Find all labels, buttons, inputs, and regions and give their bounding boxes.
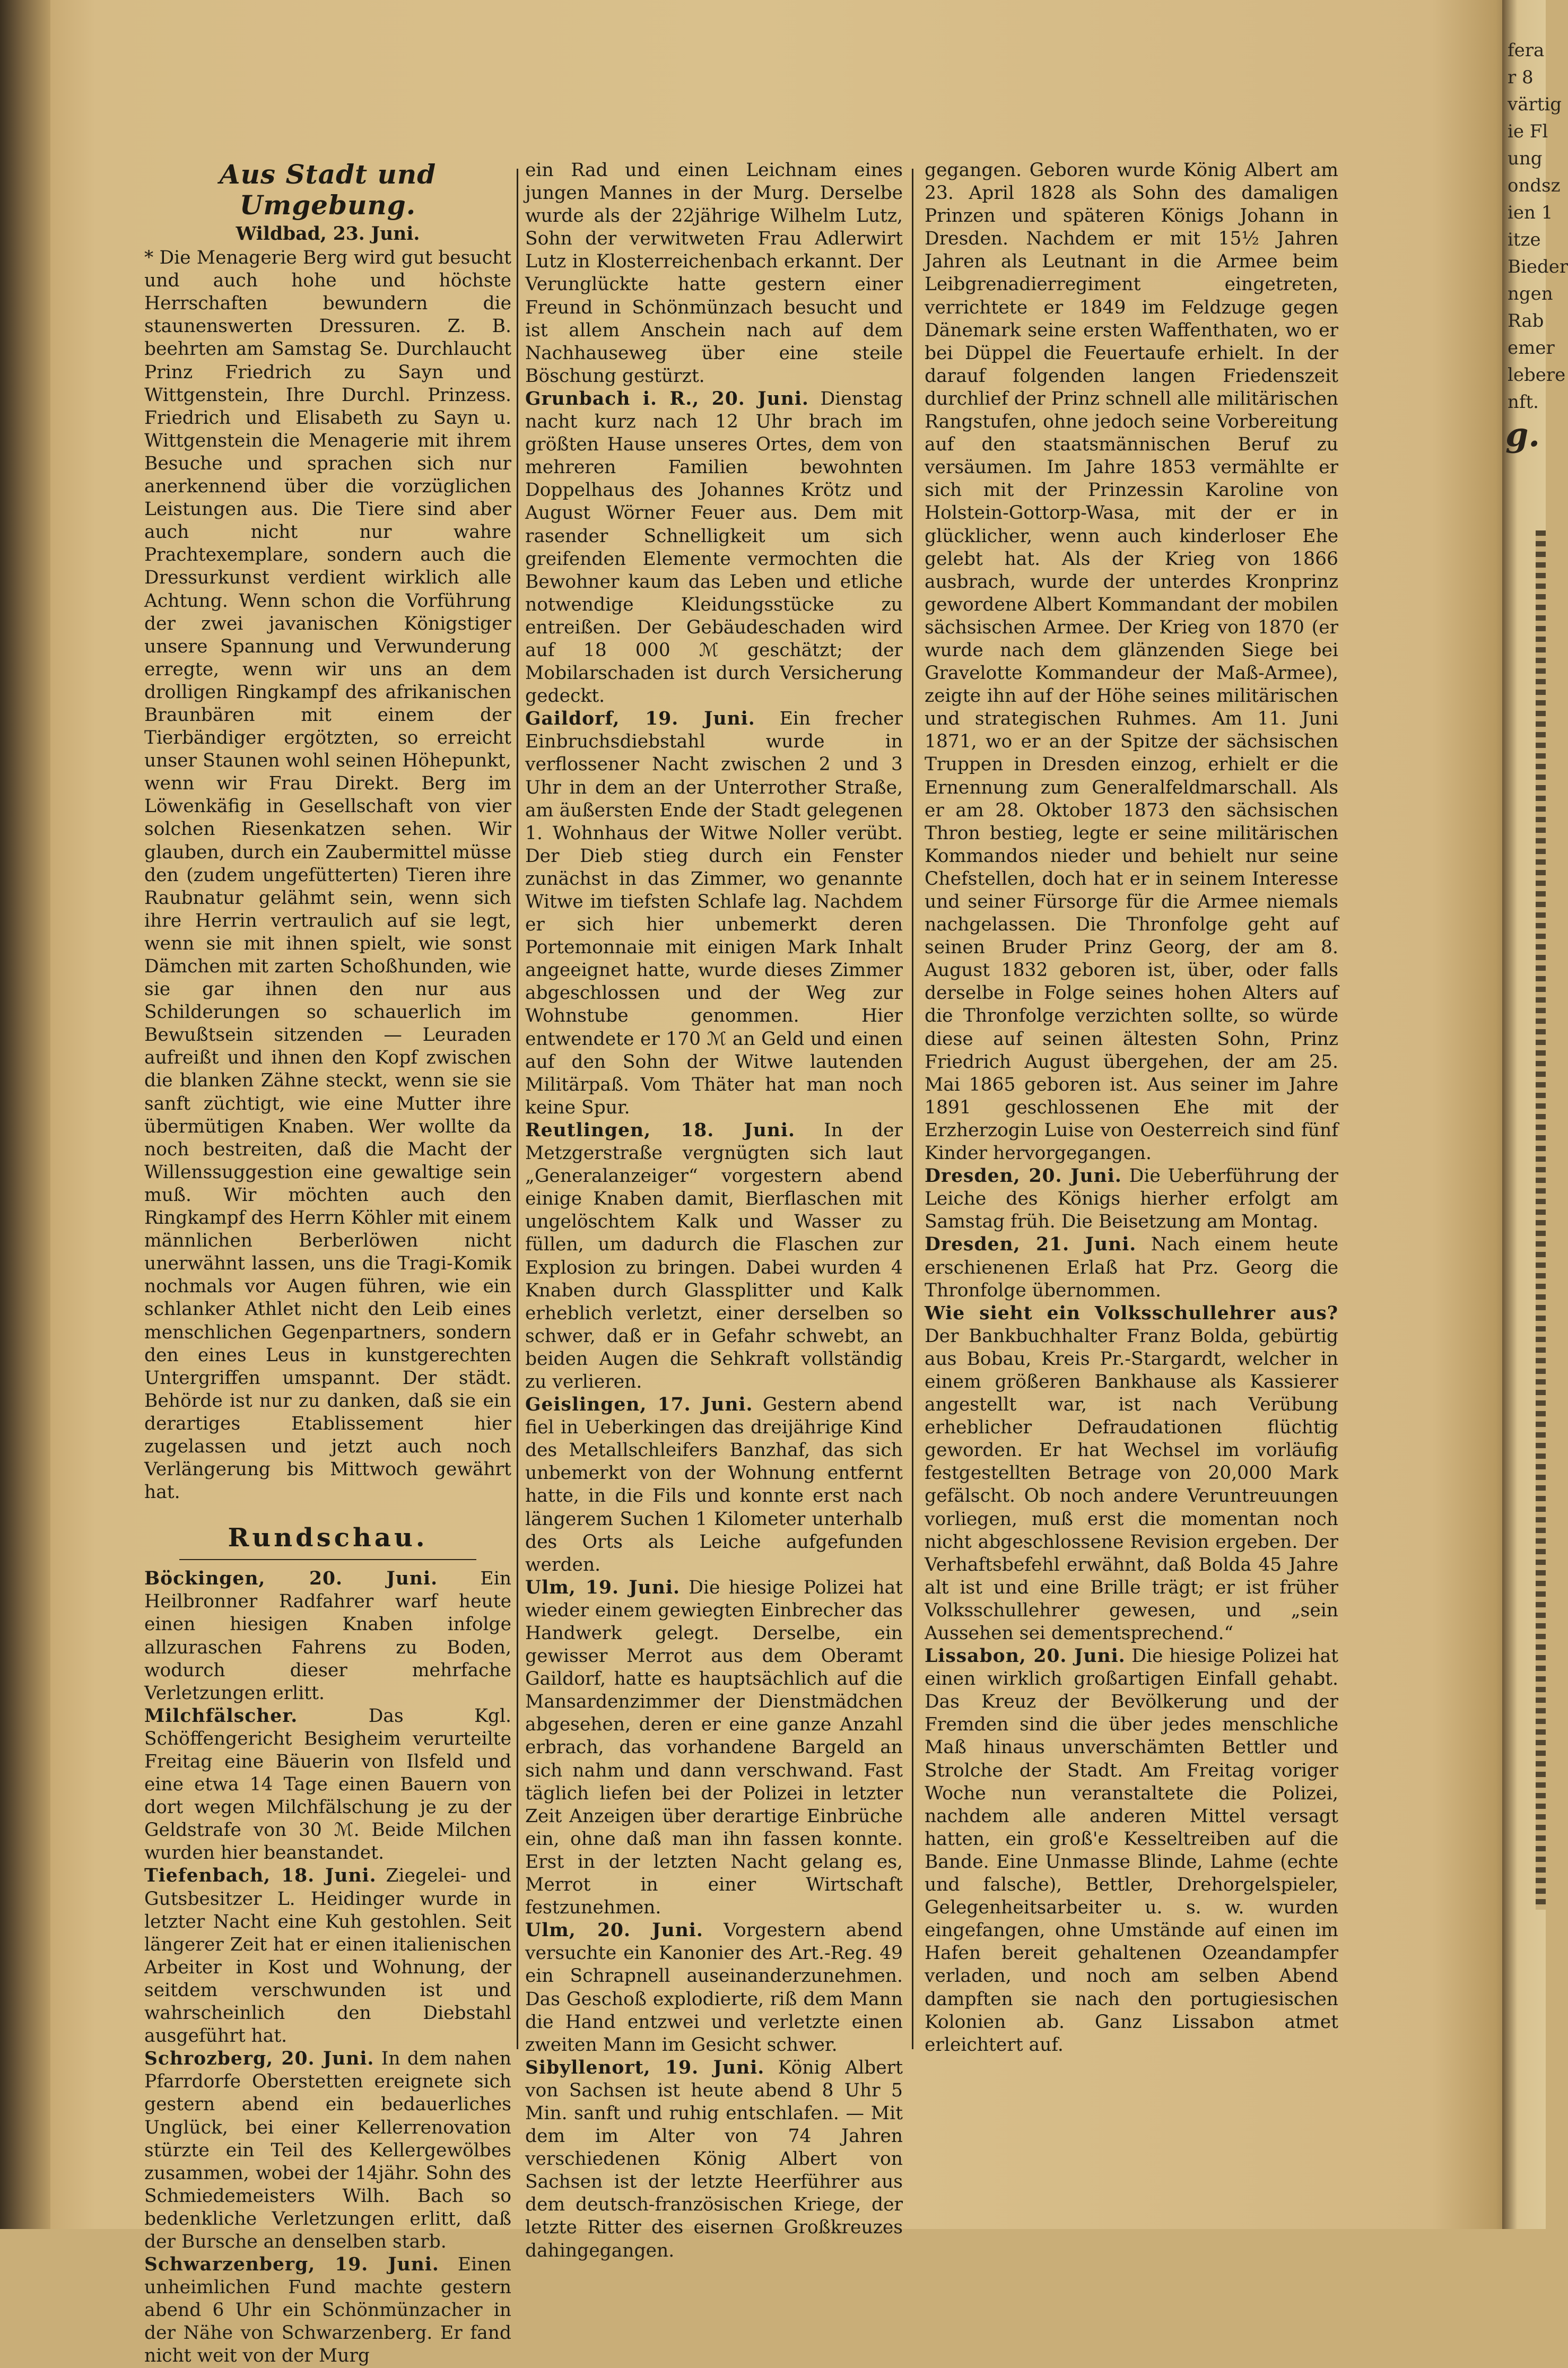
fragment-line: värtig [1508,94,1562,115]
article-head: Sibyllenort, 19. Juni. [525,2057,765,2078]
column-3 [925,159,1338,2056]
article-body: Das Kgl. Schöffengericht Besigheim verurteilte Freitag eine Bäuerin von Ilsfeld und eine etwa 14 Tage einen Bauern von dort wegen Milchfälschung je zu der Geldstrafe von 30 ℳ. Beide Milchen wurden hier beanstandet. [144,1705,512,1864]
article-item [525,1394,903,1577]
article-item [144,2048,511,2253]
article-item [525,1577,903,1919]
section-title-rundschau: Rundschau. [228,1523,428,1553]
article-body: Ein Heilbronner Radfahrer warf heute einen hiesigen Knaben infolge allzuraschen Fahrens zu Boden, wodurch dieser mehrfache Verletzungen erlitt. [144,1568,511,1704]
article-menagerie: * Die Menagerie Berg wird gut besucht und auch hohe und höchste Herrschaften bewundern die staunenswerten Dressuren. Z. B. beehrten am Samstag Se. Durchlaucht Prinz Friedrich zu Sayn und Wittgenstein, Ihre Durchl. Prinzess. Friedrich und Elisabeth zu Sayn u. Wittgenstein die Menagerie mit ihrem Besuche und sprachen sich nur anerkennend über die vorzüglichen Leistungen aus. Die Tiere sind aber auch nicht nur wahre Prachtexemplare, sondern auch die Dressurkunst verdient wirklich alle Achtung. Wenn schon die Vorführung der zwei javanischen Königstiger unsere Spannung und Verwunderung erregte, wenn wir uns an dem drolligen Ringkampf des afrikanischen Braunbären mit einem der Tierbändiger ergötzten, so erreicht unser Staunen wohl seinen Höhepunkt, wenn wir Frau Direkt. Berg im Löwenkäfig in Gesellschaft von vier solchen Riesenkatzen sehen. Wir glauben, durch ein Zaubermittel müsse den (zudem ungefütterten) Tieren ihre Raubnatur gelähmt sein, wenn sich ihre Herrin vertraulich auf sie legt, wenn sie mit ihnen spielt, wie sonst Dämchen mit zarten Schoßhunden, wie sie gar ihnen den nur aus Schilderungen so schauerlich im Bewußtsein sitzenden — Leuraden aufreißt und ihnen den Kopf zwischen die blanken Zähne steckt, wenn sie sie sanft züchtigt, wie eine Mutter ihre übermütigen Knaben. Wer wollte da noch bestreiten, daß die Macht der Willenssuggestion eine gewaltige sein muß. Wir möchten auch den Ringkampf des Herrn Köhler mit einem männlichen Berberlöwen nicht unerwähnt lassen, uns die Tragi-Komik nochmals vor Augen führen, wie ein schlanker Athlet nicht den Leib eines menschlichen Gegenpartners, sondern den eines Leus in kunstgerechten Untergriffen umspannt. Der städt. Behörde ist nur zu danken, daß sie ein derartiges Etablissement hier zugelassen und jetzt auch noch Verlängerung bis Mittwoch gewährt hat. [144,247,511,1503]
article-body: Dienstag nacht kurz nach 12 Uhr brach im größten Hause unseres Ortes, dem von mehreren Familien bewohnten Doppelhaus des Johannes Krötz und August Wörner Feuer aus. Dem mit rasender Schnelligkeit um sich greifenden Elemente vermochten die Bewohner kaum das Leben und etliche notwendige Kleidungsstücke zu entreißen. Der Gebäudeschaden wird auf 18 000 ℳ geschätzt; der Mobilarschaden ist durch Versicherung gedeckt. [525,388,903,707]
article-body: Einen unheimlichen Fund machte gestern abend 6 Uhr ein Schönmünzacher in der Nähe von Schwarzenberg. Er fand nicht weit von der Murg [144,2254,511,2367]
fragment-line: ien 1 [1508,202,1553,223]
article-body: Der Bankbuchhalter Franz Bolda, gebürtig aus Bobau, Kreis Pr.-Stargardt, welcher in einem größeren Bankhause als Kassierer angestellt war, ist nach Verübung erheblicher Defraudationen flüchtig geworden. Er hat Wechsel im vorläufig festgestellten Betrage von 20,000 Mark gefälscht. Ob noch andere Veruntreuungen vorliegen, muß erst die momentan noch nicht abgeschlossene Revision ergeben. Der Verhaftsbefehl erwähnt, daß Bolda 45 Jahre alt ist und eine Brille trägt; er ist früher Volksschullehrer gewesen, und „sein Aussehen sei dementsprechend.“ [925,1325,1338,1644]
fragment-line: ngen [1508,283,1553,304]
article-head: Ulm, 20. Juni. [525,1920,703,1942]
fragment-line: ung [1508,148,1543,169]
fragment-line: emer [1508,337,1555,359]
article-item [925,1233,1338,1302]
article-item [144,1865,511,2048]
fragment-line: itze [1508,229,1541,250]
article-body: Die hiesige Polizei hat wieder einem gewiegten Einbrecher das Handwerk gelegt. Derselbe, ein gewisser Merrot aus dem Oberamt Gaildorf, hatte es hauptsächlich auf die Mansardenzimmer der Dienstmädchen abgesehen, deren er eine ganze Anzahl erbrach, das vorhandene Bargeld an sich nahm und dann verschwand. Fast täglich liefen bei der Polizei in letzter Zeit Anzeigen über derartige Einbrüche ein, ohne daß man ihn fassen konnte. Erst in der letzten Nacht gelang es, Merrot in einer Wirtschaft festzunehmen. [525,1577,903,1919]
article-head: Gaildorf, 19. Juni. [525,708,755,730]
article-item [525,159,903,388]
article-body: ein Rad und einen Leichnam eines jungen Mannes in der Murg. Derselbe wurde als der 22jährige Wilhelm Lutz, Sohn der verwitweten Frau Adlerwirt Lutz in Klosterreichenbach erkannt. Der Verunglückte hatte gestern einer Freund in Schönmünzach besucht und ist allem Anschein nach auf dem Nachhauseweg über eine steile Böschung gestürzt. [525,160,903,387]
fragment-line: Rab [1508,310,1544,332]
title-rule [179,1559,476,1560]
article-item [925,1302,1338,1645]
article-head: Grunbach i. R., 20. Juni. [525,388,809,410]
article-body: Ziegelei- und Gutsbesitzer L. Heidinger wurde in letzter Nacht eine Kuh gestohlen. Seit längerer Zeit hat er einen italienischen Arbeiter in Kost und Wohnung, der seitdem verschwunden ist und wahrscheinlich den Diebstahl ausgeführt hat. [144,1865,511,2047]
article-head: Milchfälscher. [144,1705,298,1727]
article-body: Vorgestern abend versuchte ein Kanonier des Art.-Reg. 49 ein Schrapnell auseinanderzunehmen. Das Geschoß explodierte, riß dem Mann die Hand entzwei und verletzte einen zweiten Mann im Gesicht schwer. [525,1920,903,2056]
article-item [525,708,903,1119]
article-body: Nach einem heute erschienenen Erlaß hat Prz. Georg die Thronfolge übernommen. [925,1234,1338,1301]
article-head: Reutlingen, 18. Juni. [525,1119,795,1141]
article-item [144,1705,511,1865]
fragment-line: r 8 [1508,67,1534,88]
article-item [144,2253,511,2367]
article-head: Dresden, 21. Juni. [925,1234,1137,1256]
article-body: König Albert von Sachsen ist heute abend 8 Uhr 5 Min. sanft und ruhig entschlafen. — Mit dem im Alter von 74 Jahren verschiedenen König Albert von Sachsen ist der letzte Heerführer aus dem deutsch-französischen Kriege, der letzte Ritter des eisernen Großkreuzes dahingegangen. [525,2057,903,2261]
article-head: Schwarzenberg, 19. Juni. [144,2254,439,2276]
article-head: Böckingen, 20. Juni. [144,1568,438,1590]
article-item [925,1165,1338,1233]
article-body: Ein frecher Einbruchsdiebstahl wurde in verflossener Nacht zwischen 2 und 3 Uhr in dem an der Unterrother Straße, am äußersten Ende der Stadt gelegenen 1. Wohnhaus der Witwe Noller verübt. Der Dieb stieg durch ein Fenster zunächst in das Zimmer, wo genannte Witwe im tiefsten Schlafe lag. Nachdem er sich hier unbemerkt deren Portemonnaie mit einigen Mark Inhalt angeeignet hatte, wurde dieses Zimmer abgeschlossen und der Weg zur Wohnstube genommen. Hier entwendete er 170 ℳ an Geld und einen auf den Sohn der Witwe lautenden Militärpaß. Vom Thäter hat man noch keine Spur. [525,708,903,1118]
fragment-line: ondsz [1508,175,1561,196]
dateline: Wildbad, 23. Juni. [236,223,420,245]
article-body: Gestern abend fiel in Ueberkingen das dreijährige Kind des Metallschleifers Banzhaf, das sich unbemerkt von der Wohnung entfernt hatte, in die Fils und konnte erst nach längerem Suchen 1 Kilometer unterhalb des Orts als Leiche aufgefunden werden. [525,1394,903,1575]
article-body: gegangen. Geboren wurde König Albert am 23. April 1828 als Sohn des damaligen Prinzen und späteren Königs Johann in Dresden. Nachdem er mit 15½ Jahren Jahren als Leutnant in die Armee beim Leibgrenadierregiment eingetreten, verrichtete er 1849 im Feldzuge gegen Dänemark seine ersten Waffenthaten, wo er bei Düppel die Feuertaufe erhielt. In der darauf folgenden langen Friedenszeit durchlief der Prinz schnell alle militärischen Rangstufen, ohne jedoch seine Vorbereitung auf den staatsmännischen Beruf zu versäumen. Im Jahre 1853 vermählte er sich mit der Prinzessin Karoline von Holstein-Gottorp-Wasa, mit der er in glücklicher, wenn auch kinderloser Ehe gelebt hat. Als der Krieg von 1866 ausbrach, wurde der unterdes Kronprinz gewordene Albert Kommandant der mobilen sächsischen Armee. Der Krieg von 1870 (er wurde nach dem glänzenden Siege bei Gravelotte Kommandeur der Maß-Armee), zeigte ihn auf der Höhe seines militärischen und strategischen Ruhmes. Am 11. Juni 1871, wo er an der Spitze der sächsischen Truppen in Dresden einzog, erhielt er die Ernennung zum Generalfeldmarschall. Als er am 28. Oktober 1873 den sächsischen Thron bestieg, legte er seine militärischen Kommandos nieder und behielt nur seine Chefstellen, doch hat er in seinem Interesse und seiner Fürsorge für die Armee niemals nachgelassen. Die Thronfolge geht auf seinen Bruder Prinz Georg, der am 8. August 1832 geboren ist, über, oder falls derselbe in Folge seines hohen Alters auf die Thronfolge verzichten sollte, so würde diese auf seinen ältesten Sohn, Prinz Friedrich August übergehen, der am 25. Mai 1865 geboren ist. Aus seiner im Jahre 1891 geschlossenen Ehe mit der Erzherzogin Luise von Oesterreich sind fünf Kinder hervorgegangen. [925,160,1338,1164]
fragment-line: nft. [1508,391,1539,413]
article-item [925,159,1338,1165]
article-head: Dresden, 20. Juni. [925,1165,1122,1187]
column-rule [912,169,913,2049]
article-item [144,1568,511,1705]
article-head: Tiefenbach, 18. Juni. [144,1865,377,1887]
fragment-line: ie Fl [1508,121,1548,142]
column-rule [517,169,518,2049]
column-1 [144,159,512,2367]
column-2 [525,159,903,2261]
article-item [525,1119,903,1394]
article-head: Ulm, 19. Juni. [525,1577,680,1598]
fragment-heading: g. [1505,415,1540,454]
article-head: Lissabon, 20. Juni. [925,1646,1126,1667]
fragment-line: fera [1508,40,1545,61]
article-item [525,388,903,708]
article-body: Die Ueberführung der Leiche des Königs hierher erfolgt am Samstag früh. Die Beisetzung am Montag. [925,1165,1338,1233]
article-head: Geislingen, 17. Juni. [525,1394,753,1416]
article-body: In dem nahen Pfarrdorfe Oberstetten ereignete sich gestern abend ein bedauerliches Unglück, bei einer Kellerrenovation stürzte ein Teil des Kellergewölbes zusammen, wobei der 14jähr. Sohn des Schmiedemeisters Wilh. Bach so bedenkliche Verletzungen erlitt, daß der Bursche an denselben starb. [144,2048,511,2252]
article-body: Die hiesige Polizei hat einen wirklich großartigen Einfall gehabt. Das Kreuz der Bevölkerung und der Fremden sind die über jedes menschliche Maß hinaus unverschämten Bettler und Strolche der Stadt. Am Freitag voriger Woche nun veranstaltete die Polizei, nachdem alle anderen Mittel versagt hatten, ein groß'e Kesseltreiben auf die Bande. Eine Unmasse Blinde, Lahme (echte und falsche), Bettler, Drehorgelspieler, Gelegenheitsarbeiter u. s. w. wurden eingefangen, ohne Umstände auf einen im Hafen bereit gehaltenen Ozeandampfer verladen, und noch am selben Abend dampften sie nach den portugiesischen Kolonien ab. Ganz Lissabon atmet erleichtert auf. [925,1646,1338,2056]
article-item [525,2057,903,2262]
ornament-border [1536,530,1546,1910]
article-item [525,1919,903,2057]
fragment-line: lebere [1508,364,1566,386]
page-fold-shadow [0,0,50,2229]
article-head: Wie sieht ein Volksschullehrer aus? [925,1302,1338,1324]
article-item [925,1645,1338,2057]
article-body: In der Metzgerstraße vergnügten sich laut „Generalanzeiger“ vorgestern abend einige Knaben damit, Bierflaschen mit ungelöschtem Kalk und Wasser zu füllen, um dadurch die Flaschen zur Explosion zu bringen. Dabei wurden 4 Knaben durch Glassplitter und Kalk erheblich verletzt, einer derselben so schwer, daß er in Gefahr schwebt, an beiden Augen die Sehkraft vollständig zu verlieren. [525,1119,903,1392]
section-title-local: Aus Stadt und Umgebung. [219,159,437,221]
article-head: Schrozberg, 20. Juni. [144,2048,374,2070]
fragment-line: Bieder [1508,256,1568,277]
